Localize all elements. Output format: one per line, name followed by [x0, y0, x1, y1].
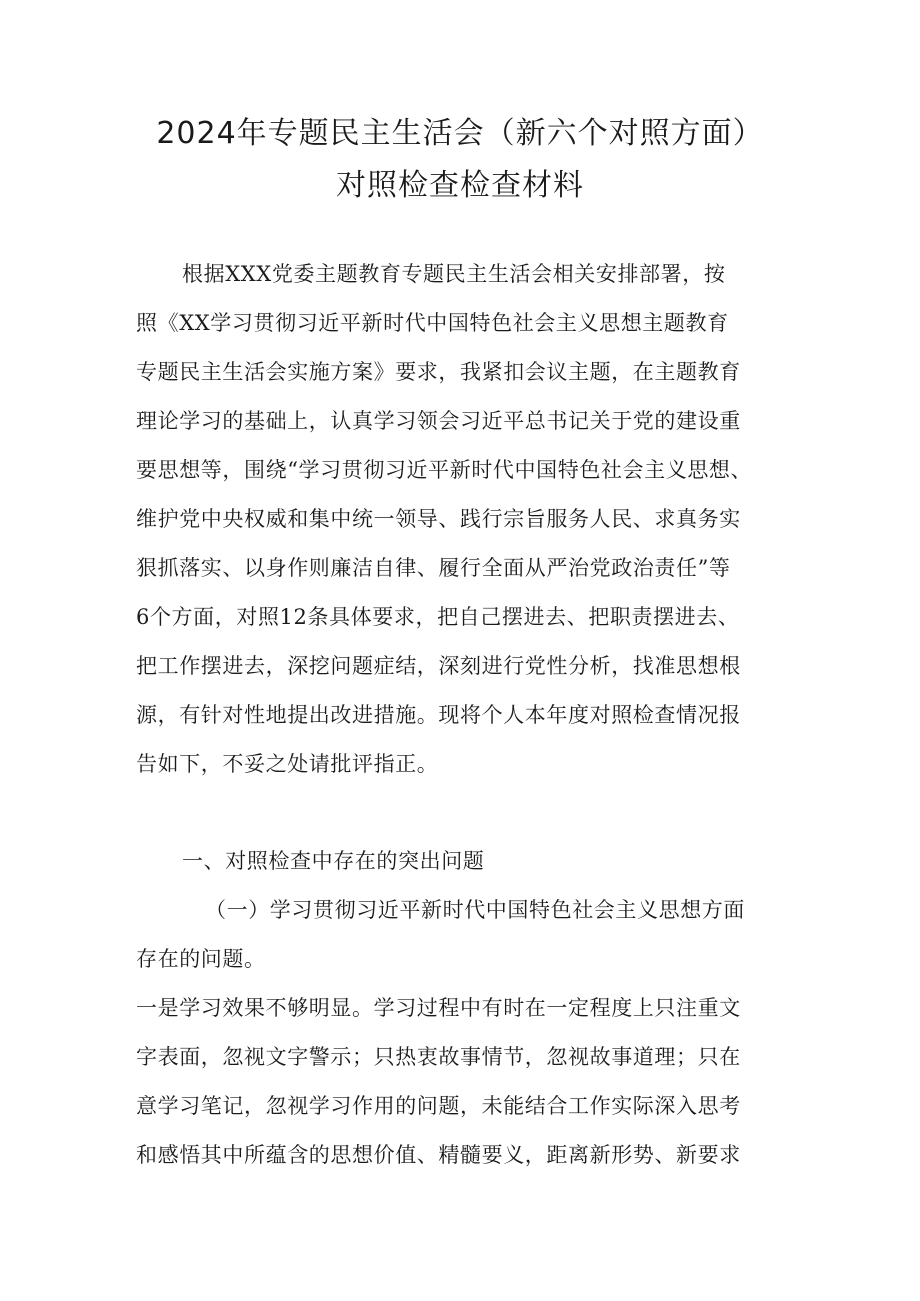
intro-line: 维护党中央权威和集中统一领导、践行宗旨服务人民、求真务实	[136, 507, 741, 531]
body-line: 一是学习效果不够明显。学习过程中有时在一定程度上只注重文	[136, 996, 741, 1020]
body-line: 字表面，忽视文字警示；只热衷故事情节，忽视故事道理；只在	[136, 1045, 741, 1069]
body-line: 意学习笔记，忽视学习作用的问题，未能结合工作实际深入思考	[136, 1094, 741, 1118]
intro-line: 狠抓落实、以身作则廉洁自律、履行全面从严治党政治责任”等	[136, 556, 731, 580]
intro-line: 专题民主生活会实施方案》要求，我紧扣会议主题，在主题教育	[136, 360, 741, 384]
intro-line: 把工作摆进去，深挖问题症结，深刻进行党性分析，找准思想根	[136, 654, 741, 678]
intro-line: 要思想等，围绕“学习贯彻习近平新时代中国特色社会主义思想、	[136, 458, 753, 482]
intro-line: 根据XXX党委主题教育专题民主生活会相关安排部署，按	[182, 262, 726, 286]
subsection-heading-line: （一）学习贯彻习近平新时代中国特色社会主义思想方面	[205, 898, 745, 922]
intro-line: 照《XX学习贯彻习近平新时代中国特色社会主义思想主题教育	[136, 311, 729, 335]
subsection-heading-line: 存在的问题。	[136, 947, 266, 971]
intro-line: 源，有针对性地提出改进措施。现将个人本年度对照检查情况报	[136, 703, 741, 727]
intro-line: 理论学习的基础上，认真学习领会习近平总书记关于党的建设重	[136, 409, 741, 433]
section-heading: 一、对照检查中存在的突出问题	[182, 849, 485, 873]
body-line: 和感悟其中所蕴含的思想价值、精髓要义，距离新形势、新要求	[136, 1143, 741, 1167]
document-title-line-2: 对照检查检查材料	[336, 168, 584, 203]
document-title-line-1: 2024年专题民主生活会（新六个对照方面）	[156, 116, 764, 151]
intro-line: 6个方面，对照12条具体要求，把自己摆进去、把职责摆进去、	[136, 605, 740, 629]
intro-line: 告如下，不妥之处请批评指正。	[136, 752, 439, 776]
